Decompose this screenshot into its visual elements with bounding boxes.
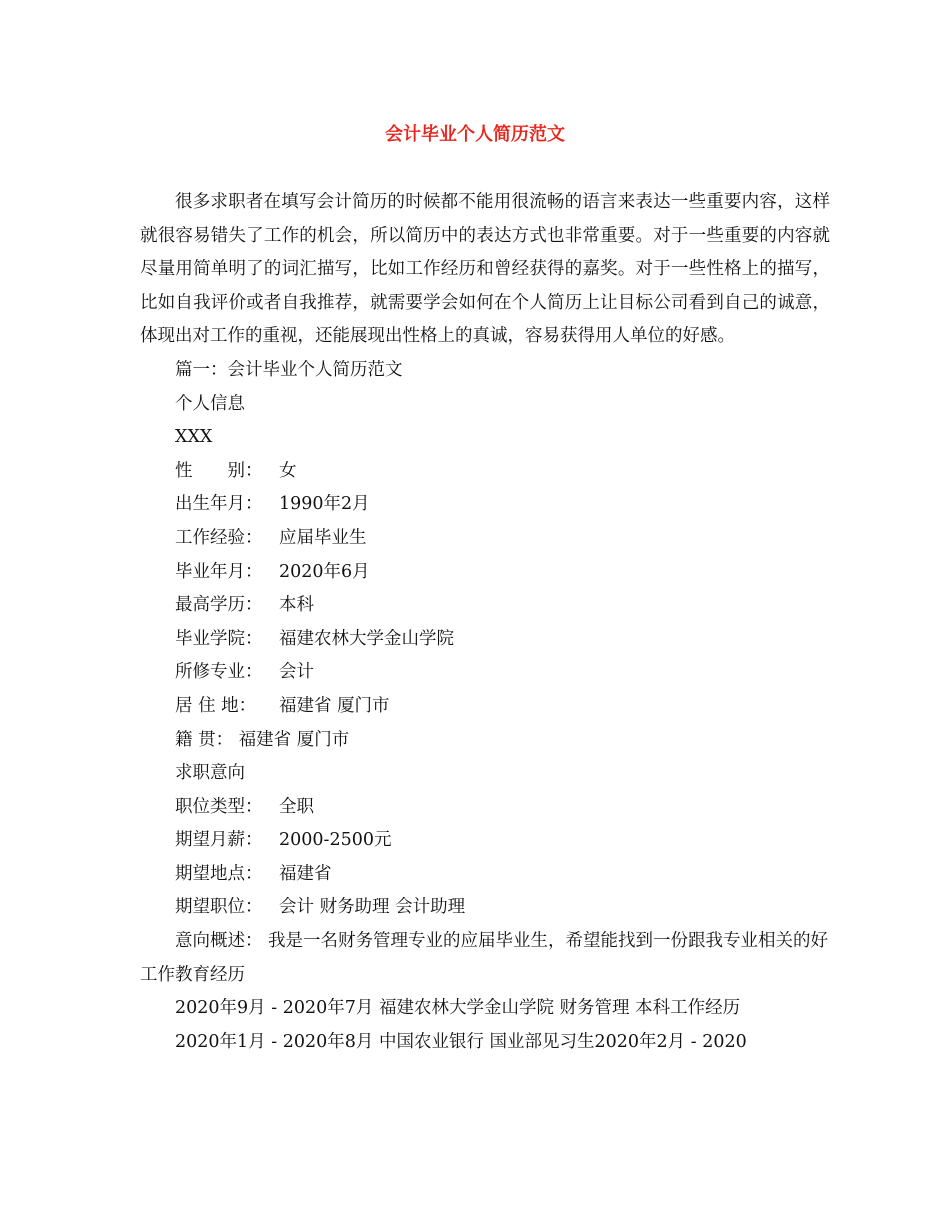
education-entry: 2020年9月 - 2020年7月 福建农林大学金山学院 财务管理 本科工作经历 (175, 998, 741, 1019)
field-label: 毕业学院： (175, 628, 263, 649)
field-value: 本科 (279, 595, 314, 616)
field-value: 会计 财务助理 会计助理 (279, 897, 466, 918)
applicant-name: XXX (175, 427, 213, 448)
field-expected-position (140, 891, 830, 925)
section-heading: 篇一：会计毕业个人简历范文 (175, 359, 403, 380)
field-value: 福建农林大学金山学院 (279, 628, 454, 649)
field-job-type (140, 791, 830, 825)
field-label: 期望地点： (175, 863, 263, 884)
field-value: 2000-2500元 (279, 830, 392, 851)
field-residence (140, 690, 830, 724)
field-label: 期望职位： (175, 897, 263, 918)
intent-summary: 意向概述： 我是一名财务管理专业的应届毕业生，希望能找到一份跟我专业相关的好工作教育经历 (140, 931, 829, 985)
field-birth-date (140, 488, 830, 522)
field-value: 2020年6月 (279, 561, 370, 582)
field-value: 福建省 厦门市 (279, 695, 390, 716)
field-value: 福建省 (279, 863, 332, 884)
field-label: 居 住 地： (175, 695, 257, 716)
field-major (140, 656, 830, 690)
field-label: 职位类型： (175, 796, 263, 817)
field-college (140, 623, 830, 657)
field-expected-salary (140, 824, 830, 858)
field-label: 最高学历： (175, 595, 263, 616)
field-value: 全职 (279, 796, 314, 817)
field-label: 出生年月： (175, 494, 263, 515)
field-label: 期望月薪： (175, 830, 263, 851)
intro-paragraph: 很多求职者在填写会计简历的时候都不能用很流畅的语言来表达一些重要内容，这样就很容易错失了工作的机会，所以简历中的表达方式也非常重要。对于一些重要的内容就尽量用简单明了的词汇描写，比如工作经历和曾经获得的嘉奖。对于一些性格上的描写，比如自我评价或者自我推荐，就需要学会如何在个人简历上让目标公司看到自己的诚意，体现出对工作的重视，还能展现出性格上的真诚，容易获得用人单位的好感。 (140, 192, 830, 347)
field-value: 应届毕业生 (279, 527, 367, 548)
field-value: 会计 (279, 662, 314, 683)
field-education-level (140, 589, 830, 623)
personal-info-heading: 个人信息 (175, 393, 245, 414)
field-work-experience (140, 522, 830, 556)
job-intent-heading: 求职意向 (175, 763, 245, 784)
field-gender (140, 455, 830, 489)
document-body (140, 186, 830, 1059)
work-entry: 2020年1月 - 2020年8月 中国农业银行 国业部见习生2020年2月 - 2020 (175, 1031, 747, 1052)
field-label: 所修专业： (175, 662, 263, 683)
field-graduation-date (140, 556, 830, 590)
field-value: 1990年2月 (279, 494, 370, 515)
field-native-place: 籍 贯： 福建省 厦门市 (175, 729, 350, 750)
field-value: 女 (279, 460, 297, 481)
document-title: 会计毕业个人简历范文 (385, 124, 565, 145)
field-label: 工作经验： (175, 527, 263, 548)
field-expected-location (140, 858, 830, 892)
field-label: 毕业年月： (175, 561, 263, 582)
field-label: 性 别： (175, 460, 263, 481)
